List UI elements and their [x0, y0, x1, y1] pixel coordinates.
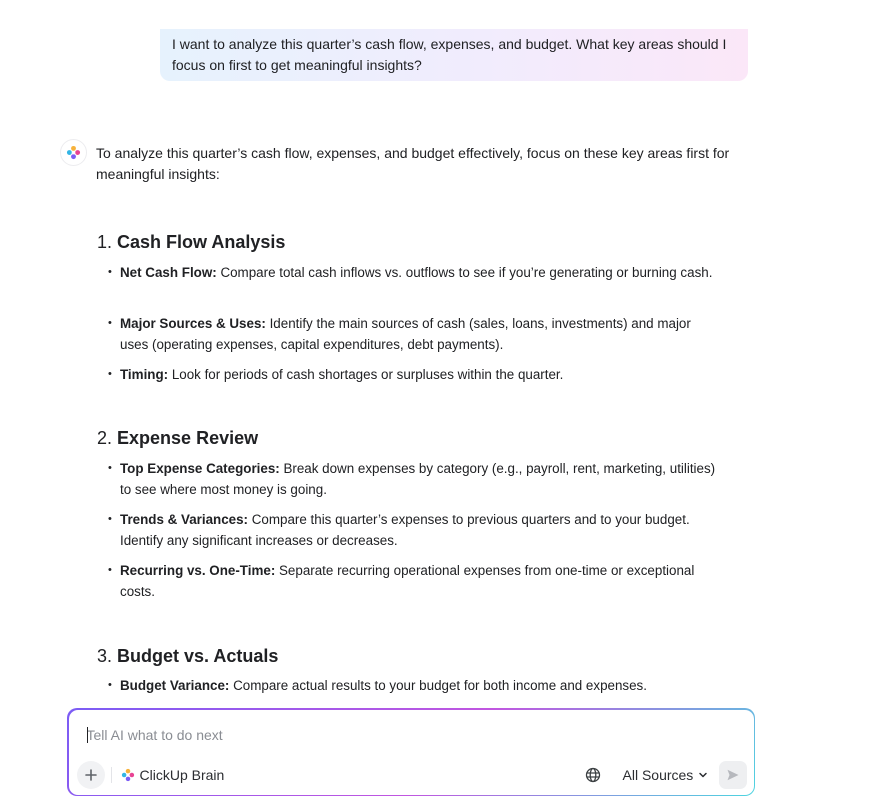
bullet-dot: • — [108, 513, 112, 525]
bullet-text: Compare actual results to your budget for both income and expenses. — [229, 678, 647, 693]
bullet-text: Break down expenses by category (e.g., payroll, rent, marketing, utilities) to see where most money is going. — [120, 461, 716, 497]
bullet-dot: • — [108, 679, 112, 691]
list-item — [108, 675, 720, 696]
bullet-text: Identify the main sources of cash (sales, loans, investments) and major uses (operating expenses, capital expenditures, debt payments). — [120, 316, 691, 352]
web-search-toggle[interactable] — [583, 765, 603, 785]
text-caret — [87, 727, 88, 743]
list-item — [108, 364, 720, 385]
ai-response-intro: To analyze this quarter’s cash flow, expenses, and budget effectively, focus on these key areas first for meaningful insights: — [96, 145, 730, 182]
list-item — [108, 313, 720, 355]
bullet-dot: • — [108, 462, 112, 474]
clickup-brain-avatar-icon — [60, 139, 87, 166]
section-number: 2. — [97, 428, 113, 448]
list-item — [108, 509, 720, 551]
bullet-dot: • — [108, 368, 112, 380]
bullet-text: Look for periods of cash shortages or surpluses within the quarter. — [168, 367, 564, 382]
bullet-text: Separate recurring operational expenses from one-time or exceptional costs. — [120, 563, 695, 599]
bullet-label: Major Sources & Uses: — [120, 316, 266, 331]
bullet-label: Net Cash Flow: — [120, 265, 217, 280]
bullet-dot: • — [108, 317, 112, 329]
sources-label: All Sources — [622, 766, 694, 783]
sources-dropdown[interactable] — [623, 764, 709, 786]
globe-icon — [585, 767, 601, 783]
user-message-text: I want to analyze this quarter’s cash flow, expenses, and budget. What key areas should I focus on first to get meaningful insights? — [172, 36, 727, 73]
list-item — [108, 560, 720, 602]
bullet-label: Top Expense Categories: — [120, 461, 280, 476]
composer-body — [69, 710, 754, 795]
bullet-label: Timing: — [120, 367, 169, 382]
ai-prompt-composer — [67, 708, 755, 796]
add-attachment-button[interactable] — [77, 761, 105, 789]
section-heading-cash-flow — [97, 230, 285, 254]
list-item — [108, 262, 720, 283]
bullet-label: Trends & Variances: — [120, 512, 249, 527]
clickup-brain-icon — [121, 768, 135, 782]
plus-icon — [85, 769, 97, 781]
prompt-input[interactable] — [87, 724, 687, 746]
section-heading-budget-vs-actuals — [97, 644, 278, 668]
toolbar-divider — [111, 767, 112, 783]
send-button[interactable] — [719, 761, 747, 789]
section-title: Expense Review — [117, 428, 259, 448]
user-message-bubble — [160, 29, 748, 81]
bullet-label: Recurring vs. One-Time: — [120, 563, 276, 578]
bullet-dot: • — [108, 564, 112, 576]
clickup-brain-button[interactable] — [121, 764, 225, 786]
list-item — [108, 458, 720, 500]
section-title: Budget vs. Actuals — [117, 646, 279, 666]
bullet-dot: • — [108, 266, 112, 278]
section-number: 1. — [97, 232, 113, 252]
send-icon — [726, 768, 740, 782]
section-number: 3. — [97, 646, 113, 666]
bullet-text: Compare total cash inflows vs. outflows to see if you’re generating or burning cash. — [216, 265, 713, 280]
bullet-text: Compare this quarter’s expenses to previous quarters and to your budget. Identify any significant increases or decreases. — [120, 512, 690, 548]
bullet-label: Budget Variance: — [120, 678, 230, 693]
chevron-down-icon — [698, 770, 708, 780]
brain-sparkle-icon — [66, 145, 81, 160]
section-title: Cash Flow Analysis — [117, 232, 286, 252]
brain-label: ClickUp Brain — [139, 766, 225, 783]
section-heading-expense-review — [97, 426, 258, 450]
